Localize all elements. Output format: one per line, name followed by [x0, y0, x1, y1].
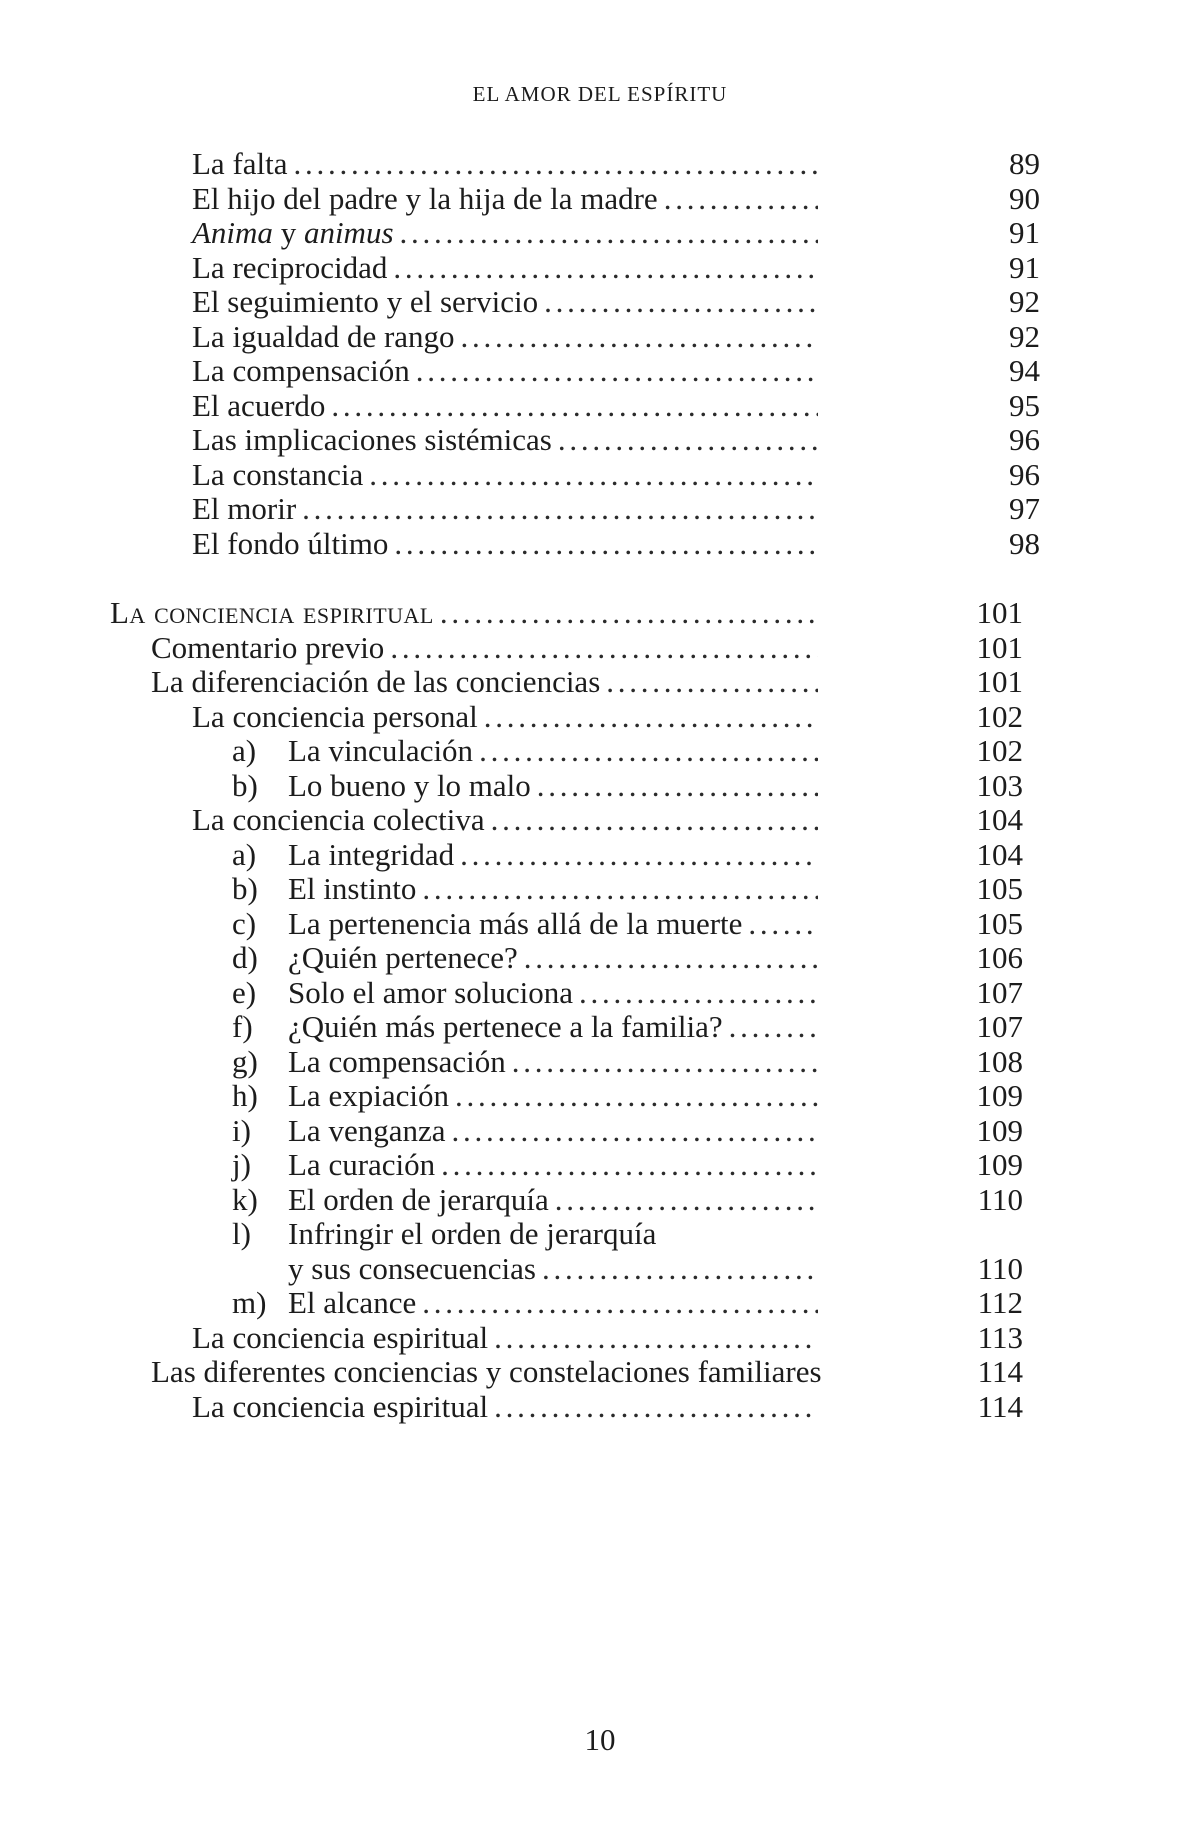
toc-entry: a) La integridad . . .: [232, 835, 818, 875]
toc-entry: Las diferentes conciencias y constelaciones familiares: [151, 1354, 822, 1389]
toc-entry: c) La pertenencia más allá de la muerte . . .: [232, 904, 818, 944]
toc-page-number: 112: [977, 1285, 1023, 1320]
toc-page-number: 101: [976, 630, 1023, 665]
toc-entry-continuation: y sus consecuencias . . .: [288, 1249, 818, 1289]
toc-page-number: 110: [977, 1251, 1023, 1286]
toc-page-number: 105: [976, 871, 1023, 906]
toc-entry: Anima y animus . . .: [192, 213, 818, 253]
toc-entry: m) El alcance . . .: [232, 1283, 818, 1323]
toc-entry: La falta . . .: [192, 144, 818, 184]
running-header: EL AMOR DEL ESPÍRITU: [472, 82, 728, 106]
toc-entry: La diferenciación de las conciencias . . .: [151, 662, 818, 702]
toc-entry: La conciencia colectiva . . .: [192, 800, 818, 840]
toc-page-number: 107: [976, 1009, 1023, 1044]
toc-page-number: 103: [976, 768, 1023, 803]
toc-page-number: 91: [1009, 250, 1040, 285]
toc-page-number: 107: [976, 975, 1023, 1010]
toc-entry: k) El orden de jerarquía . . .: [232, 1180, 818, 1220]
toc-page-number: 106: [976, 940, 1023, 975]
toc-entry: El seguimiento y el servicio . . .: [192, 282, 818, 322]
toc-page-number: 109: [976, 1147, 1023, 1182]
toc-entry: La reciprocidad . . .: [192, 248, 818, 288]
toc-page-number: 91: [1009, 215, 1040, 250]
toc-entry: El morir . . .: [192, 489, 818, 529]
toc-entry: l) Infringir el orden de jerarquía: [232, 1216, 657, 1251]
toc-page-number: 101: [976, 664, 1023, 699]
toc-page-number: 114: [977, 1389, 1023, 1424]
toc-entry: i) La venganza . . .: [232, 1111, 818, 1151]
toc-page-number: 89: [1009, 146, 1040, 181]
toc-page-number: 105: [976, 906, 1023, 941]
toc-entry: d) ¿Quién pertenece? . . .: [232, 938, 818, 978]
toc-entry: e) Solo el amor soluciona . . .: [232, 973, 818, 1013]
toc-entry: El hijo del padre y la hija de la madre . . .: [192, 179, 818, 219]
toc-entry: j) La curación . . .: [232, 1145, 818, 1185]
toc-entry: El acuerdo . . .: [192, 386, 818, 426]
toc-entry: La constancia . . .: [192, 455, 818, 495]
toc-page-number: 96: [1009, 422, 1040, 457]
toc-page-number: 92: [1009, 319, 1040, 354]
toc-entry: a) La vinculación . . .: [232, 731, 818, 771]
toc-page-number: 97: [1009, 491, 1040, 526]
toc-entry: b) Lo bueno y lo malo . . .: [232, 766, 818, 806]
toc-page-number: 102: [976, 733, 1023, 768]
toc-page-number: 90: [1009, 181, 1040, 216]
toc-page-number: 92: [1009, 284, 1040, 319]
toc-entry: b) El instinto . . .: [232, 869, 818, 909]
toc-page-number: 101: [976, 595, 1023, 630]
toc-page-number: 110: [977, 1182, 1023, 1217]
page-number-footer: 10: [584, 1722, 616, 1757]
toc-page-number: 104: [976, 802, 1023, 837]
toc-entry: El fondo último . . .: [192, 524, 818, 564]
toc-page-number: 109: [976, 1113, 1023, 1148]
toc-page-number: 96: [1009, 457, 1040, 492]
toc-entry: La compensación . . .: [192, 351, 818, 391]
toc-entry: La conciencia personal . . .: [192, 697, 818, 737]
toc-entry: La igualdad de rango . . .: [192, 317, 818, 357]
toc-page-number: 108: [976, 1044, 1023, 1079]
toc-page-number: 109: [976, 1078, 1023, 1113]
toc-entry: Comentario previo . . .: [151, 628, 818, 668]
toc-page-number: 102: [976, 699, 1023, 734]
toc-page-number: 113: [977, 1320, 1023, 1355]
toc-entry: La conciencia espiritual . . .: [192, 1318, 818, 1358]
toc-page-number: 94: [1009, 353, 1040, 388]
toc-entry: Las implicaciones sistémicas . . .: [192, 420, 818, 460]
toc-entry: f) ¿Quién más pertenece a la familia? . . .: [232, 1007, 818, 1047]
toc-entry: La conciencia espiritual . . .: [192, 1387, 818, 1427]
toc-page-number: 104: [976, 837, 1023, 872]
toc-page-number: 95: [1009, 388, 1040, 423]
toc-chapter-entry: La conciencia espiritual . . .: [110, 593, 818, 633]
toc-entry: g) La compensación . . .: [232, 1042, 818, 1082]
toc-page-number: 114: [977, 1354, 1023, 1389]
toc-page-number: 98: [1009, 526, 1040, 561]
toc-entry: h) La expiación . . .: [232, 1076, 818, 1116]
